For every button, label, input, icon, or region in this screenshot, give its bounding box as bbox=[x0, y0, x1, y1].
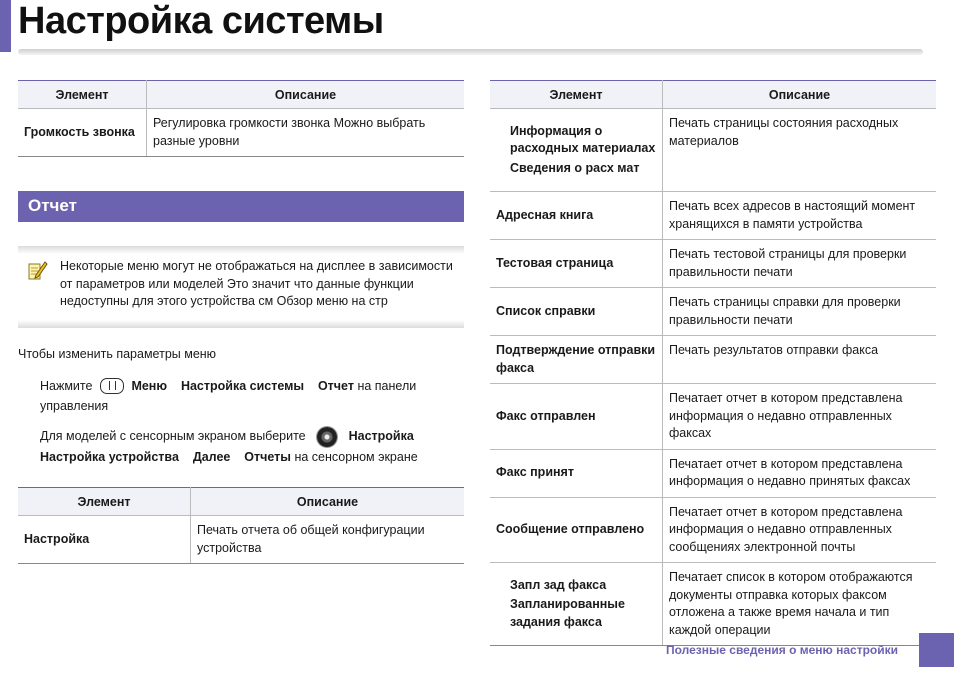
left-accent-bar bbox=[0, 0, 11, 52]
row-element: Факс принят bbox=[490, 449, 663, 497]
row-element: Список справки bbox=[490, 288, 663, 336]
row-description: Печать страницы справки для проверки правильности печати bbox=[663, 288, 937, 336]
row-description: Печатает список в котором отображаются документы отправка которых факсом отложена а также время начала и тип каждой операции bbox=[663, 563, 937, 646]
row-description: Печатает отчет в котором представлена информация о недавно принятых факсах bbox=[663, 449, 937, 497]
table-row bbox=[490, 563, 936, 646]
page-title: Настройка системы bbox=[18, 0, 384, 42]
step1-text-2: на панели управления bbox=[40, 379, 417, 413]
row-element: Тестовая страница bbox=[490, 240, 663, 288]
row-description: Печать страницы состояния расходных материалов bbox=[663, 109, 937, 192]
step2-next-label: Далее bbox=[192, 450, 231, 464]
instructions-intro: Чтобы изменить параметры меню bbox=[18, 347, 217, 361]
table-row bbox=[18, 109, 464, 157]
row-description: Печатает отчет в котором представлена информация о недавно отправленных сообщениях электронной почты bbox=[663, 497, 937, 563]
title-rule bbox=[18, 49, 923, 55]
row-description: Печать результатов отправки факса bbox=[663, 336, 937, 384]
step2-text-2: на сенсорном экране bbox=[294, 450, 418, 464]
menu-button-icon bbox=[100, 378, 124, 394]
volume-table bbox=[18, 80, 464, 157]
row-element bbox=[490, 563, 663, 646]
settings-gear-icon bbox=[317, 427, 337, 447]
row-description: Регулировка громкости звонка Можно выбрать разные уровни bbox=[147, 109, 465, 157]
footer-link[interactable]: Полезные сведения о меню настройки bbox=[666, 643, 899, 657]
config-table bbox=[18, 487, 464, 564]
table-row bbox=[490, 449, 936, 497]
row-element: Громкость звонка bbox=[18, 109, 147, 157]
instruction-step-2 bbox=[40, 426, 464, 468]
sub-item: Информация о расходных материалах bbox=[510, 123, 656, 156]
instruction-step-1 bbox=[40, 376, 464, 416]
table-row bbox=[490, 336, 936, 384]
table-row bbox=[490, 384, 936, 450]
sub-item: Сведения о расх мат bbox=[510, 160, 640, 175]
row-description: Печать отчета об общей конфигурации устройства bbox=[191, 516, 465, 564]
step2-text-1: Для моделей с сенсорным экраном выберите bbox=[40, 429, 306, 443]
table-row bbox=[18, 516, 464, 564]
row-description: Печатает отчет в котором представлена информация о недавно отправленных факсах bbox=[663, 384, 937, 450]
report-table bbox=[490, 80, 936, 646]
table-header bbox=[18, 488, 464, 516]
row-element: Сообщение отправлено bbox=[490, 497, 663, 563]
row-element bbox=[490, 109, 663, 192]
row-element: Настройка bbox=[18, 516, 191, 564]
col-element-header: Элемент bbox=[490, 81, 663, 109]
note-text: Некоторые меню могут не отображаться на дисплее в зависимости от параметров или моделей Это значит что данные функции недоступны для этого устройства см Обзор меню на стр bbox=[60, 259, 453, 308]
col-description-header: Описание bbox=[663, 81, 937, 109]
col-element-header: Элемент bbox=[18, 488, 191, 516]
table-row bbox=[490, 240, 936, 288]
sub-item: Запланированные задания факса bbox=[510, 597, 625, 629]
col-description-header: Описание bbox=[147, 81, 465, 109]
step2-reports-label: Отчеты bbox=[244, 450, 291, 464]
note-pencil-icon bbox=[26, 258, 48, 282]
step1-menu-label: Меню bbox=[131, 379, 168, 393]
step1-report-label: Отчет bbox=[317, 379, 354, 393]
table-row bbox=[490, 192, 936, 240]
table-row bbox=[490, 497, 936, 563]
table-row bbox=[490, 109, 936, 192]
table-row bbox=[490, 288, 936, 336]
col-description-header: Описание bbox=[191, 488, 465, 516]
page-number-tab bbox=[919, 633, 954, 667]
row-element: Факс отправлен bbox=[490, 384, 663, 450]
section-header: Отчет bbox=[18, 191, 464, 222]
row-element: Подтверждение отправки факса bbox=[490, 336, 663, 384]
step1-text-1: Нажмите bbox=[40, 379, 93, 393]
step1-system-settings-label: Настройка системы bbox=[180, 379, 305, 393]
table-header bbox=[18, 81, 464, 109]
note-box bbox=[18, 246, 464, 328]
sub-item: Запл зад факса bbox=[510, 577, 607, 592]
step2-device-settings-label: Настройка устройства bbox=[40, 450, 179, 464]
step2-settings-label: Настройка bbox=[348, 429, 414, 443]
row-description: Печать тестовой страницы для проверки правильности печати bbox=[663, 240, 937, 288]
row-description: Печать всех адресов в настоящий момент хранящихся в памяти устройства bbox=[663, 192, 937, 240]
table-header bbox=[490, 81, 936, 109]
row-element: Адресная книга bbox=[490, 192, 663, 240]
col-element-header: Элемент bbox=[18, 81, 147, 109]
